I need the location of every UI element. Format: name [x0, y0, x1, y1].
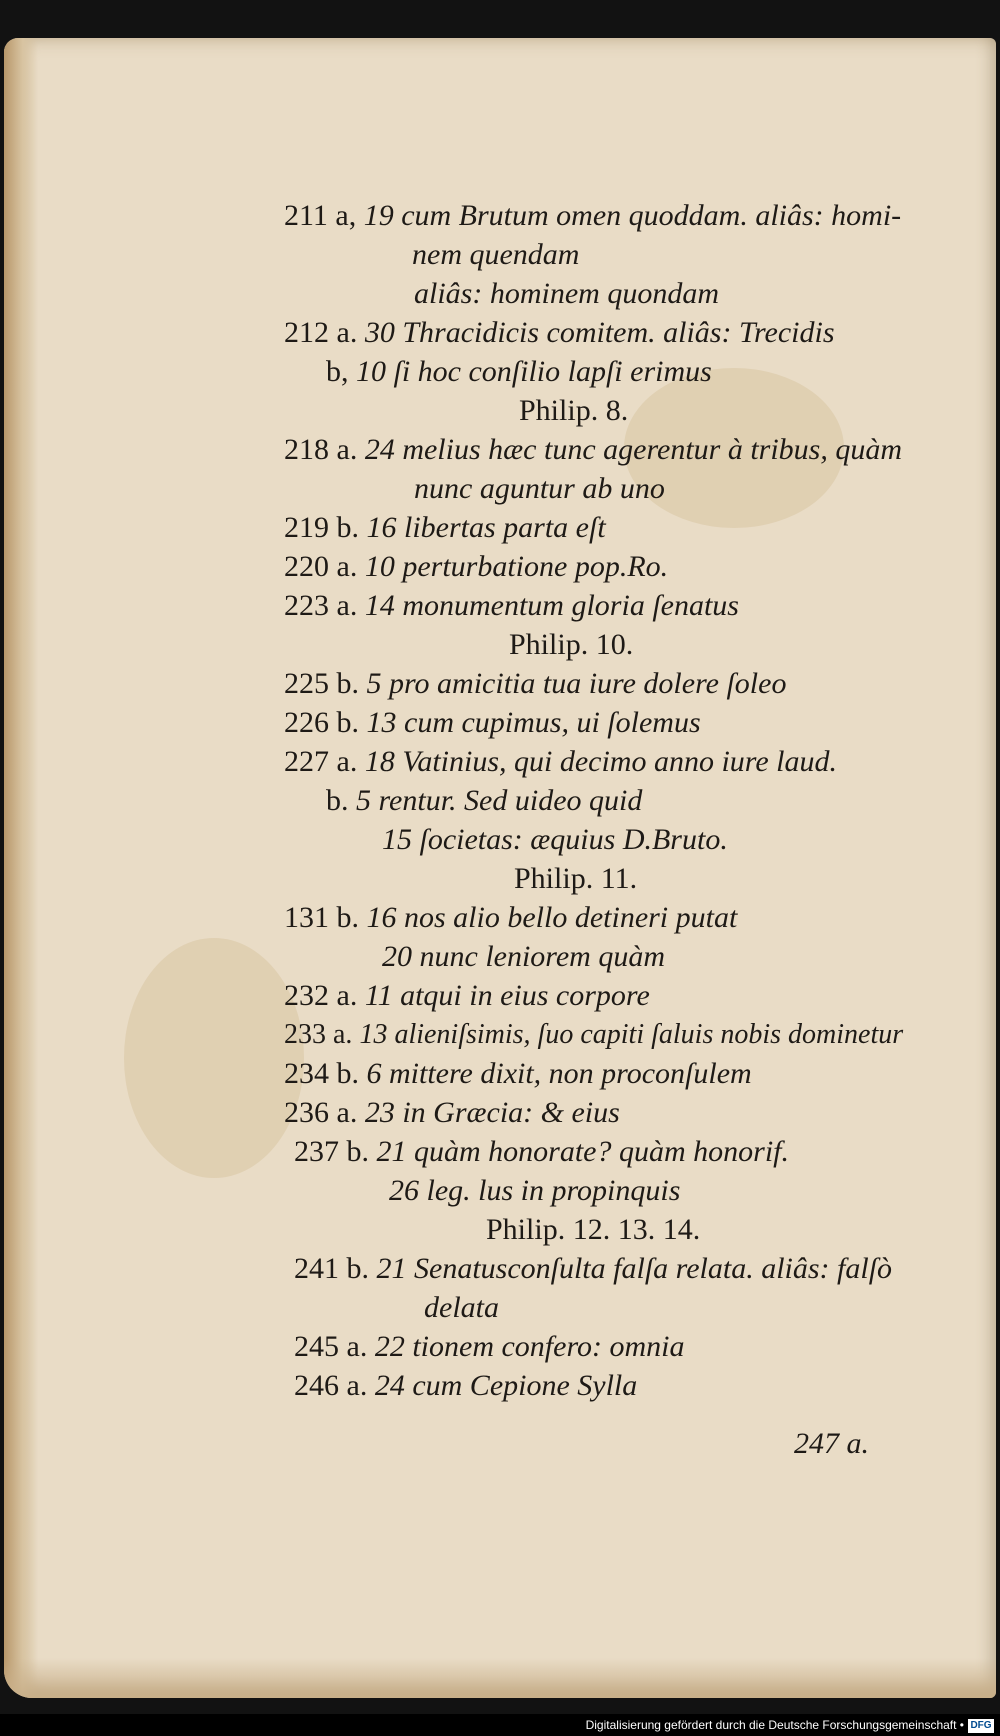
heading-text: Philip. 10.: [509, 628, 634, 661]
line-text: aliâs: hominem quondam: [414, 277, 719, 310]
line-text: 24 cum Cepione Sylla: [374, 1369, 638, 1402]
line-text: 20 nunc leniorem quàm: [382, 940, 666, 973]
paper-stain: [124, 938, 304, 1178]
line-text: 23 in Græcia: & eius: [364, 1096, 620, 1129]
index-line: [284, 198, 901, 234]
page-reference: 212 a.: [284, 316, 358, 349]
page-bottom-shadow: [4, 1658, 996, 1698]
index-line: [389, 1173, 680, 1209]
index-line: [382, 939, 665, 975]
index-line: [284, 315, 835, 351]
line-text: 21 Senatusconſulta falſa relata. aliâs: falſò: [376, 1252, 893, 1285]
index-line: [294, 1368, 637, 1404]
page-reference: b.: [326, 784, 349, 817]
index-line: [326, 783, 642, 819]
index-line: [412, 237, 579, 273]
index-line: [284, 510, 606, 546]
index-line: [294, 1134, 789, 1170]
line-text: 22 tionem confero: omnia: [374, 1330, 685, 1363]
line-text: 14 monumentum gloria ſenatus: [364, 589, 739, 622]
page-reference: 227 a.: [284, 745, 358, 778]
line-text: 16 nos alio bello detineri putat: [366, 901, 738, 934]
page-edge-shadow: [4, 38, 38, 1698]
index-line: [284, 1056, 752, 1092]
section-heading: [519, 393, 628, 429]
page-reference: 241 b.: [294, 1252, 369, 1285]
line-text: 15 ſocietas: æquius D.Bruto.: [382, 823, 728, 856]
line-text: 6 mittere dixit, non proconſulem: [366, 1057, 752, 1090]
line-text: 10 ſi hoc conſilio lapſi erimus: [356, 355, 712, 388]
index-line: [284, 1095, 620, 1131]
line-text: nunc aguntur ab uno: [414, 472, 665, 505]
index-line: [284, 705, 701, 741]
index-line: [294, 1251, 892, 1287]
catchword: [794, 1426, 869, 1462]
line-text: 13 cum cupimus, ui ſolemus: [366, 706, 701, 739]
index-line: [284, 1017, 903, 1053]
line-text: 24 melius hæc tunc agerentur à tribus, quàm: [364, 433, 903, 466]
page-reference: 234 b.: [284, 1057, 359, 1090]
page-reference: 211 a,: [284, 199, 357, 232]
index-line: [326, 354, 712, 390]
page-reference: 219 b.: [284, 511, 359, 544]
section-heading: [509, 627, 633, 663]
page-reference: 232 a.: [284, 979, 358, 1012]
index-line: [284, 744, 837, 780]
index-line: [414, 276, 719, 312]
line-text: 10 perturbatione pop.Ro.: [364, 550, 669, 583]
heading-text: Philip. 12. 13. 14.: [486, 1213, 701, 1246]
line-text: 13 alieniſsimis, ſuo capiti ſaluis nobis dominetur: [359, 1019, 904, 1050]
catchword-text: 247 a.: [794, 1427, 869, 1460]
line-text: 16 libertas parta eſt: [366, 511, 606, 544]
index-line: [284, 432, 902, 468]
page-reference: b,: [326, 355, 349, 388]
footer-credit: Digitalisierung gefördert durch die Deutsche Forschungsgemeinschaft •: [585, 1718, 964, 1732]
heading-text: Philip. 8.: [519, 394, 629, 427]
page-reference: 226 b.: [284, 706, 359, 739]
page-reference: 233 a.: [284, 1019, 353, 1050]
line-text: delata: [424, 1291, 499, 1324]
dfg-logo: DFG: [968, 1719, 994, 1733]
index-line: [382, 822, 728, 858]
line-text: 21 quàm honorate? quàm honorif.: [376, 1135, 789, 1168]
page-reference: 237 b.: [294, 1135, 369, 1168]
index-line: [284, 900, 737, 936]
index-line: [284, 588, 739, 624]
line-text: nem quendam: [412, 238, 580, 271]
line-text: 19 cum Brutum omen quoddam. aliâs: homi-: [363, 199, 902, 232]
page-reference: 218 a.: [284, 433, 358, 466]
line-text: 30 Thracidicis comitem. aliâs: Trecidis: [364, 316, 835, 349]
index-line: [284, 549, 668, 585]
index-line: [294, 1329, 685, 1365]
index-line: [284, 666, 786, 702]
page-reference: 220 a.: [284, 550, 358, 583]
page-reference: 131 b.: [284, 901, 359, 934]
heading-text: Philip. 11.: [514, 862, 638, 895]
page-reference: 225 b.: [284, 667, 359, 700]
index-line: [414, 471, 665, 507]
line-text: 18 Vatinius, qui decimo anno iure laud.: [364, 745, 838, 778]
digitization-footer: [0, 1714, 1000, 1736]
page-reference: 223 a.: [284, 589, 358, 622]
section-heading: [514, 861, 637, 897]
page-reference: 236 a.: [284, 1096, 358, 1129]
line-text: 5 pro amicitia tua iure dolere ſoleo: [366, 667, 787, 700]
section-heading: [486, 1212, 700, 1248]
page-reference: 245 a.: [294, 1330, 368, 1363]
line-text: 26 leg. lus in propinquis: [389, 1174, 681, 1207]
page-reference: 246 a.: [294, 1369, 368, 1402]
line-text: 11 atqui in eius corpore: [364, 979, 650, 1012]
book-page: [4, 38, 996, 1698]
index-line: [284, 978, 650, 1014]
line-text: 5 rentur. Sed uideo quid: [356, 784, 643, 817]
index-line: [424, 1290, 499, 1326]
